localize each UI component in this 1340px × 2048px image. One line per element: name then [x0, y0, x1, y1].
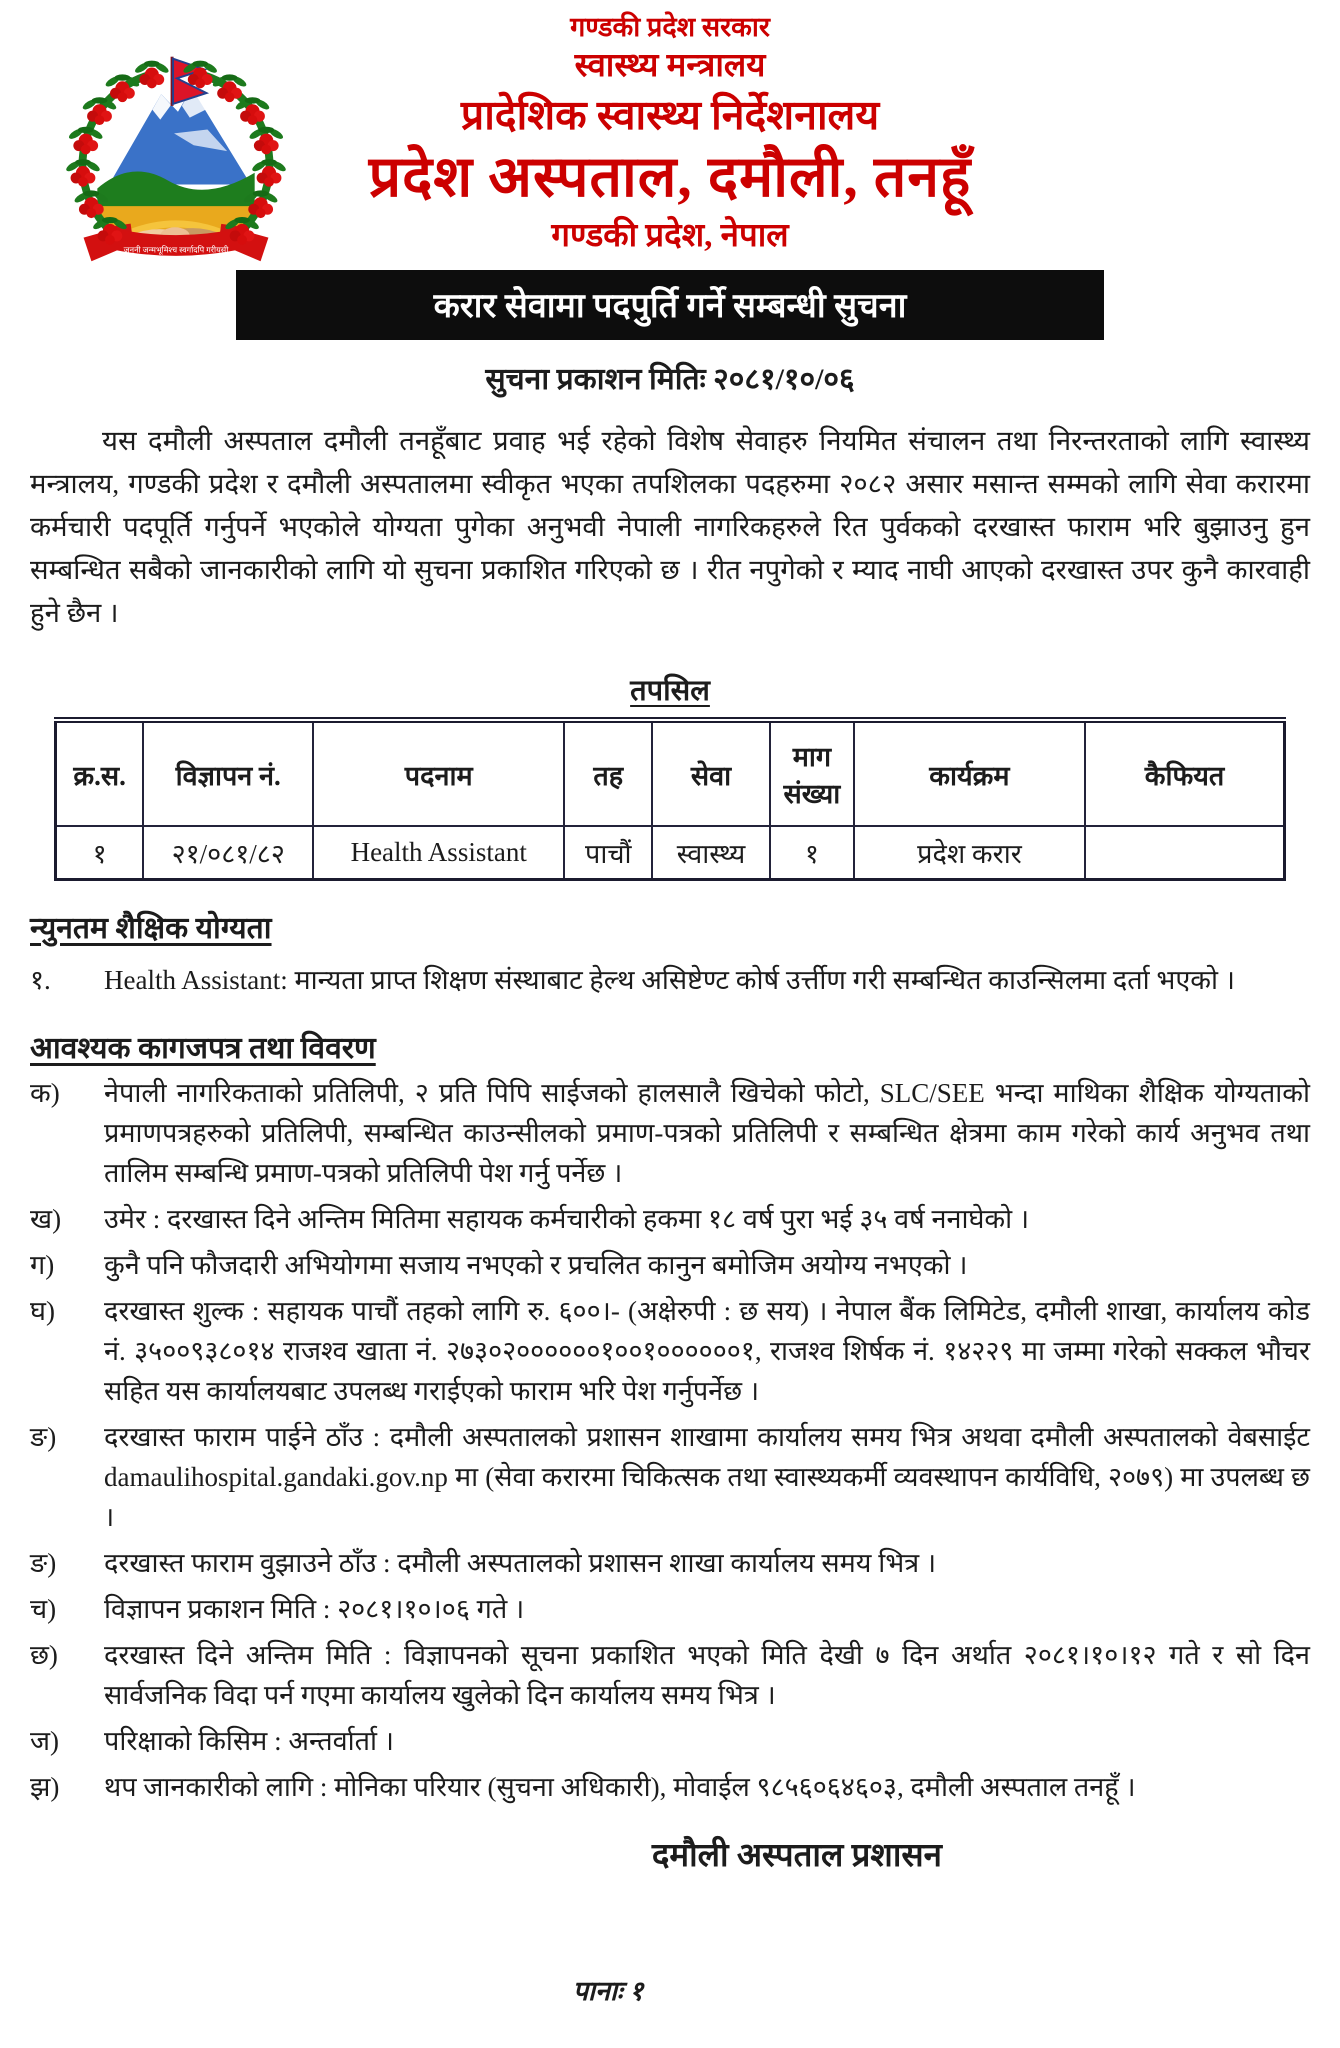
doc-item-label: ङ) [30, 1422, 57, 1452]
doc-item-text: दरखास्त दिने अन्तिम मिति : विज्ञापनको सूचना प्रकाशित भएको मिति देखी ७ दिन अर्थात २०८१।१०।१२ गते र सो दिन सार्वजनिक विदा पर्न गएमा कार्यालय खुलेको दिन कार्यालय समय भित्र । [104, 1640, 1310, 1710]
table-header-post: पदनाम [313, 720, 564, 826]
header-hospital-line: प्रदेश अस्पताल, दमौली, तनहूँ [368, 146, 972, 209]
table-title: तपसिल [630, 675, 710, 707]
page-number-label: पानाः १ [572, 1976, 644, 2006]
doc-item-ja [30, 1721, 1310, 1761]
cell-remarks [1085, 826, 1284, 880]
emblem-svg [58, 48, 294, 266]
qualification-item-number: १. [30, 965, 51, 995]
header-directorate-line: प्रादेशिक स्वास्थ्य निर्देशनालय [460, 92, 880, 138]
logo-motto-text: जननी जन्मभूमिश्च स्वर्गादपि गरीयसी [123, 245, 229, 255]
signature-block: दमौली अस्पताल प्रशासन [651, 1838, 942, 1874]
table-header-sn: क्र.स. [56, 720, 144, 826]
cell-sn: १ [56, 826, 144, 880]
doc-item-label: क) [30, 1078, 60, 1108]
doc-item-text: दरखास्त फाराम वुझाउने ठाँउ : दमौली अस्पतालको प्रशासन शाखा कार्यालय समय भित्र । [104, 1548, 937, 1578]
doc-item-text: दरखास्त शुल्क : सहायक पाचौं तहको लागि रु. ६००।- (अक्षेरुपी : छ सय) । नेपाल बैंक लिमिटेड, दमौली शाखा, कार्यालय कोड नं. ३५००९३८०१४ राजश्व खाता नं. २७३०२००००००१००१००००००१, राजश्व शिर्षक नं. १४२२९ मा जम्मा गरेको सक्कल भौचर सहित यस कार्यालयबाट उपलब्ध गराईएको फाराम भरि पेश गर्नुपर्नेछ । [104, 1296, 1310, 1406]
doc-item-text: परिक्षाको किसिम : अन्तर्वार्ता । [104, 1726, 395, 1756]
doc-item-text: कुनै पनि फौजदारी अभियोगमा सजाय नभएको र प्रचलित कानुन बमोजिम अयोग्य नभएको । [104, 1250, 968, 1280]
doc-item-jha [30, 1767, 1310, 1807]
cell-service: स्वास्थ्य [652, 826, 770, 880]
cell-advt-no: २१/०८१/८२ [143, 826, 313, 880]
cell-quantity: १ [770, 826, 854, 880]
qualification-item-title: Health Assistant: [104, 965, 288, 995]
doc-item-label: च) [30, 1594, 57, 1624]
header-ministry-line: स्वास्थ्य मन्त्रालय [574, 48, 766, 84]
header-province-line: गण्डकी प्रदेश, नेपाल [551, 218, 789, 254]
table-header-service: सेवा [652, 720, 770, 826]
notice-banner: करार सेवामा पदपुर्ति गर्ने सम्बन्धी सुचना [236, 270, 1104, 340]
doc-item-nga-1 [30, 1417, 1310, 1537]
table-header-level: तह [564, 720, 652, 826]
doc-item-nga-2 [30, 1543, 1310, 1583]
documents-heading: आवश्यक कागजपत्र तथा विवरण [30, 1032, 376, 1065]
cell-program: प्रदेश करार [854, 826, 1085, 880]
nepal-coat-of-arms-icon [58, 48, 294, 266]
vacancy-table [54, 717, 1286, 881]
qualification-heading: न्युनतम शैक्षिक योग्यता [30, 912, 272, 945]
table-row [56, 826, 1285, 880]
doc-item-text: विज्ञापन प्रकाशन मिति : २०८१।१०।०६ गते । [104, 1594, 525, 1624]
doc-item-chha [30, 1635, 1310, 1715]
table-header-quantity: माग संख्या [770, 720, 854, 826]
table-header-program: कार्यक्रम [854, 720, 1085, 826]
letterhead [30, 10, 1310, 258]
doc-item-text: नेपाली नागरिकताको प्रतिलिपी, २ प्रति पिपि साईजको हालसालै खिचेको फोटो, SLC/SEE भन्दा माथिका शैक्षिक योग्यताको प्रमाणपत्रहरुको प्रतिलिपी, सम्बन्धित काउन्सीलको प्रमाण-पत्रको प्रतिलिपी र सम्बन्धित क्षेत्रमा काम गरेको कार्य अनुभव तथा तालिम सम्बन्धि प्रमाण-पत्रको प्रतिलिपी पेश गर्नु पर्नेछ । [104, 1078, 1310, 1188]
intro-paragraph: यस दमौली अस्पताल दमौली तनहूँबाट प्रवाह भई रहेको विशेष सेवाहरु नियमित संचालन तथा निरन्तरताको लागि स्वास्थ्य मन्त्रालय, गण्डकी प्रदेश र दमौली अस्पतालमा स्वीकृत भएका तपशिलका पदहरुमा २०८२ असार मसान्त सम्मको लागि सेवा करारमा कर्मचारी पदपूर्ति गर्नुपर्ने भएकोले योग्यता पुगेका अनुभवी नेपाली नागरिकहरुले रित पुर्वकको दरखास्त फाराम भरि बुझाउनु हुन सम्बन्धित सबैको जानकारीको लागि यो सुचना प्रकाशित गरिएको छ । रीत नपुगेको र म्याद नाघी आएको दरखास्त उपर कुनै कारवाही हुने छैन । [30, 425, 1310, 628]
qualification-item-text [104, 959, 1310, 1001]
doc-item-label: ग) [30, 1250, 55, 1280]
doc-item-label: ङ) [30, 1548, 57, 1578]
doc-item-ga [30, 1245, 1310, 1285]
doc-item-label: झ) [30, 1772, 60, 1802]
table-header-row [56, 720, 1285, 826]
doc-item-text: थप जानकारीको लागि : मोनिका परियार (सुचना अधिकारी), मोवाईल ९८५६०६४६०३, दमौली अस्पताल तनहूँ । [104, 1772, 1136, 1802]
doc-item-label: ख) [30, 1204, 62, 1234]
doc-item-label: ज) [30, 1726, 60, 1756]
notice-banner-wrap [30, 270, 1310, 340]
cell-post: Health Assistant [313, 826, 564, 880]
doc-item-gha [30, 1291, 1310, 1411]
qualification-item-body: मान्यता प्राप्त शिक्षण संस्थाबाट हेल्थ असिष्टेण्ट कोर्ष उर्त्तीण गरी सम्बन्धित काउन्सिलमा दर्ता भएको । [294, 965, 1235, 995]
table-header-remarks: कैफियत [1085, 720, 1284, 826]
doc-item-kha [30, 1199, 1310, 1239]
doc-item-label: घ) [30, 1296, 55, 1326]
doc-item-label: छ) [30, 1640, 58, 1670]
doc-item-text: उमेर : दरखास्त दिने अन्तिम मितिमा सहायक कर्मचारीको हकमा १८ वर्ष पुरा भई ३५ वर्ष ननाघेको । [104, 1204, 1030, 1234]
table-header-advt-no: विज्ञापन नं. [143, 720, 313, 826]
doc-item-cha [30, 1589, 1310, 1629]
cell-level: पाचौं [564, 826, 652, 880]
header-government-line: गण्डकी प्रदेश सरकार [570, 12, 770, 42]
publish-date: सुचना प्रकाशन मितिः २०८१/१०/०६ [485, 363, 855, 396]
doc-item-ka [30, 1073, 1310, 1193]
page-footer [0, 1971, 1340, 2008]
qualification-item [30, 959, 1310, 1001]
doc-item-text: दरखास्त फाराम पाईने ठाँउ : दमौली अस्पतालको प्रशासन शाखामा कार्यालय समय भित्र अथवा दमौली अस्पतालको वेबसाईट damaulihospital.gandaki.gov.np मा (सेवा करारमा चिकित्सक तथा स्वास्थ्यकर्मी व्यवस्थापन कार्यविधि, २०७९) मा उपलब्ध छ । [104, 1422, 1310, 1532]
